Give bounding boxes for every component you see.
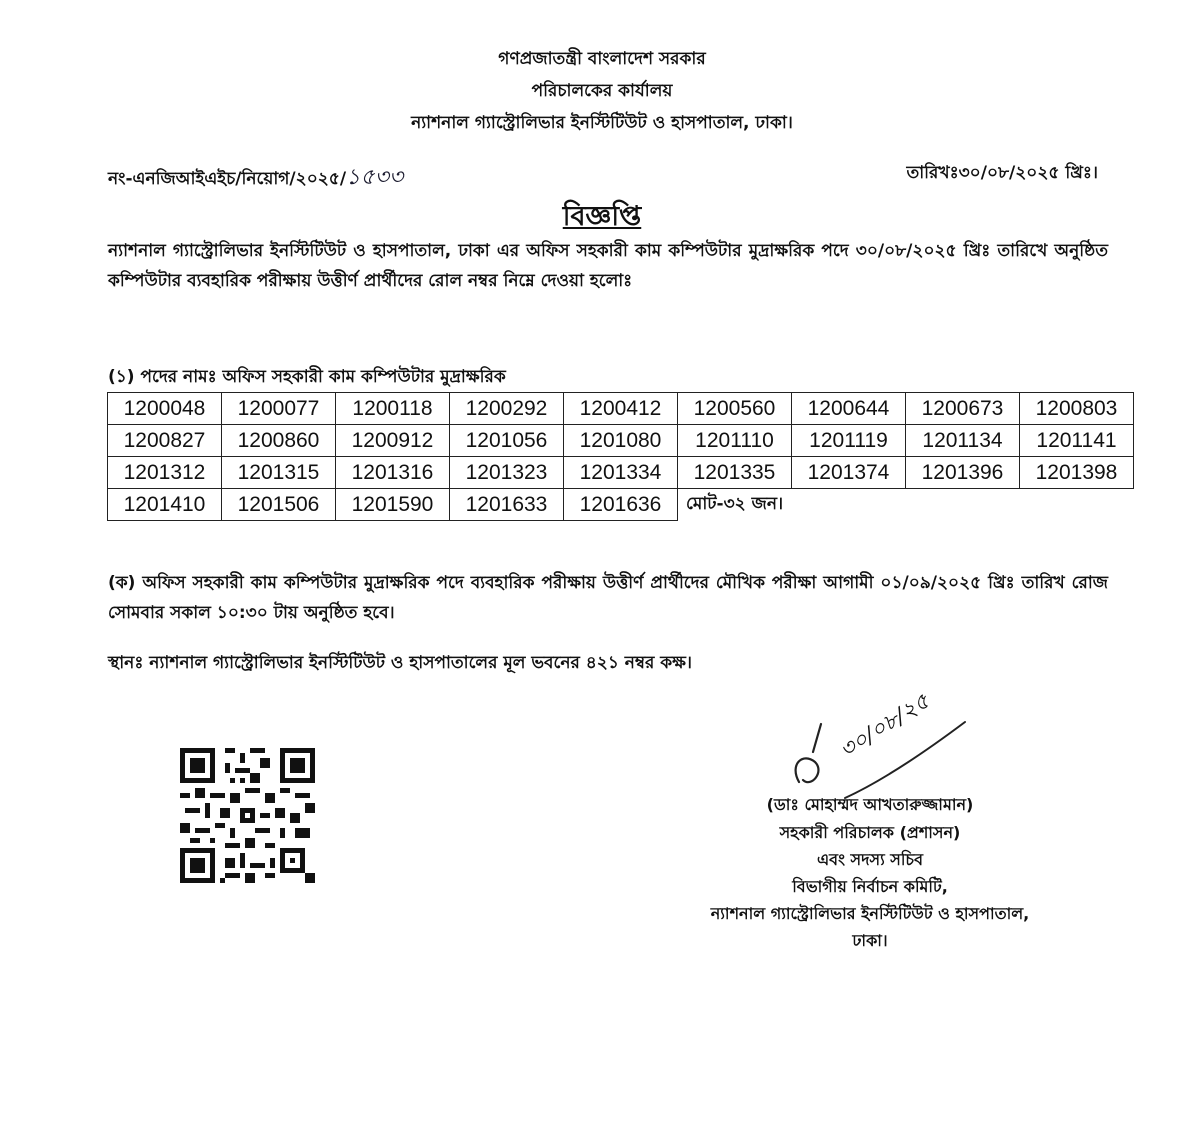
handwritten-signature bbox=[785, 688, 970, 802]
roll-cell: 1201134 bbox=[906, 425, 1020, 457]
header-institute: ন্যাশনাল গ্যাস্ট্রোলিভার ইনস্টিটিউট ও হাসপাতাল, ঢাকা। bbox=[411, 113, 793, 133]
roll-cell: 1201119 bbox=[792, 425, 906, 457]
roll-cell: 1201374 bbox=[792, 457, 906, 489]
roll-cell: 1201334 bbox=[564, 457, 678, 489]
signatory-city: ঢাকা। bbox=[852, 931, 888, 950]
roll-cell: 1201110 bbox=[678, 425, 792, 457]
signatory-role: এবং সদস্য সচিব bbox=[817, 850, 923, 869]
signature-date: ৩০/০৮/২৫ bbox=[835, 688, 935, 764]
roll-cell: 1201080 bbox=[564, 425, 678, 457]
memo-number-prefix: নং-এনজিআইএইচ/নিয়োগ/২০২৫/ bbox=[108, 169, 347, 189]
roll-cell: 1201633 bbox=[450, 489, 564, 521]
section-heading: (১) পদের নামঃ অফিস সহকারী কাম কম্পিউটার মুদ্রাক্ষরিক bbox=[108, 367, 506, 387]
roll-cell: 1200118 bbox=[336, 393, 450, 425]
roll-cell: 1200412 bbox=[564, 393, 678, 425]
roll-cell: 1200292 bbox=[450, 393, 564, 425]
signatory-committee: বিভাগীয় নির্বাচন কমিটি, bbox=[792, 877, 948, 896]
roll-cell: 1201410 bbox=[108, 489, 222, 521]
total-count: মোট-৩২ জন। bbox=[678, 489, 1134, 521]
roll-number-table bbox=[107, 392, 1134, 521]
roll-cell: 1201636 bbox=[564, 489, 678, 521]
roll-cell: 1201335 bbox=[678, 457, 792, 489]
roll-cell: 1200077 bbox=[222, 393, 336, 425]
roll-cell: 1201398 bbox=[1020, 457, 1134, 489]
viva-notice: (ক) অফিস সহকারী কাম কম্পিউটার মুদ্রাক্ষরিক পদে ব্যবহারিক পরীক্ষায় উত্তীর্ণ প্রার্থীদের মৌখিক পরীক্ষা আগামী ০১/০৯/২০২৫ খ্রিঃ তারিখ রোজ সোমবার সকাল ১০:৩০ টায় অনুষ্ঠিত হবে। bbox=[108, 573, 1108, 623]
roll-cell: 1201323 bbox=[450, 457, 564, 489]
roll-cell: 1200673 bbox=[906, 393, 1020, 425]
signatory-name: (ডাঃ মোহাম্মদ আখতারুজ্জামান) bbox=[766, 795, 974, 814]
roll-cell: 1201141 bbox=[1020, 425, 1134, 457]
roll-cell: 1201312 bbox=[108, 457, 222, 489]
roll-cell: 1200827 bbox=[108, 425, 222, 457]
roll-cell: 1200860 bbox=[222, 425, 336, 457]
qr-code-icon bbox=[180, 748, 315, 883]
roll-cell: 1201315 bbox=[222, 457, 336, 489]
header-office: পরিচালকের কার্যালয় bbox=[531, 81, 673, 101]
roll-cell: 1200048 bbox=[108, 393, 222, 425]
roll-cell: 1201506 bbox=[222, 489, 336, 521]
table-row bbox=[108, 489, 1134, 521]
roll-cell: 1200912 bbox=[336, 425, 450, 457]
intro-paragraph: ন্যাশনাল গ্যাস্ট্রোলিভার ইনস্টিটিউট ও হাসপাতাল, ঢাকা এর অফিস সহকারী কাম কম্পিউটার মুদ্রাক্ষরিক পদে ৩০/০৮/২০২৫ খ্রিঃ তারিখে অনুষ্ঠিত কম্পিউটার ব্যবহারিক পরীক্ষায় উত্তীর্ণ প্রার্থীদের রোল নম্বর নিম্নে দেওয়া হলোঃ bbox=[108, 241, 1108, 291]
roll-cell: 1200644 bbox=[792, 393, 906, 425]
roll-cell: 1201590 bbox=[336, 489, 450, 521]
signatory-institute: ন্যাশনাল গ্যাস্ট্রোলিভার ইনস্টিটিউট ও হাসপাতাল, bbox=[710, 904, 1030, 923]
header-government: গণপ্রজাতন্ত্রী বাংলাদেশ সরকার bbox=[498, 49, 706, 69]
page-title: বিজ্ঞপ্তি bbox=[562, 201, 642, 232]
table-row bbox=[108, 393, 1134, 425]
roll-cell: 1201396 bbox=[906, 457, 1020, 489]
table-row bbox=[108, 425, 1134, 457]
table-row bbox=[108, 457, 1134, 489]
venue: স্থানঃ ন্যাশনাল গ্যাস্ট্রোলিভার ইনস্টিটিউট ও হাসপাতালের মূল ভবনের ৪২১ নম্বর কক্ষ। bbox=[108, 653, 692, 673]
roll-cell: 1201056 bbox=[450, 425, 564, 457]
memo-number-handwritten: ১৫৩৩ bbox=[346, 165, 404, 190]
roll-cell: 1200803 bbox=[1020, 393, 1134, 425]
memo-number bbox=[108, 160, 403, 197]
memo-date: তারিখঃ৩০/০৮/২০২৫ খ্রিঃ। bbox=[906, 163, 1098, 183]
roll-cell: 1201316 bbox=[336, 457, 450, 489]
roll-cell: 1200560 bbox=[678, 393, 792, 425]
signatory-designation: সহকারী পরিচালক (প্রশাসন) bbox=[779, 823, 961, 842]
